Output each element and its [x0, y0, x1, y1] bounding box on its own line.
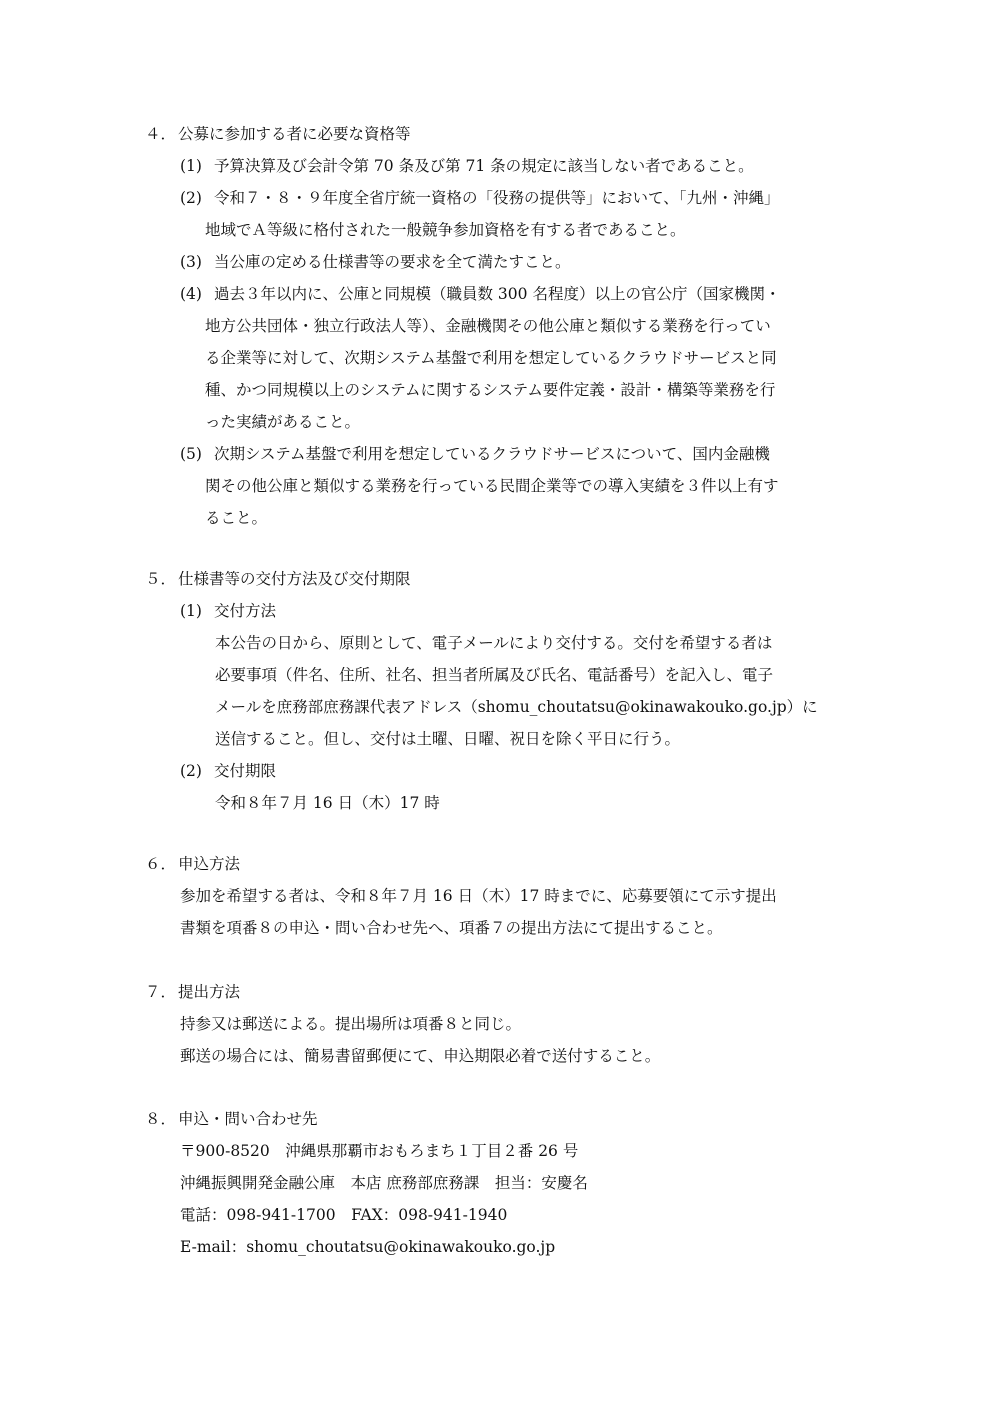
paragraph-line: 書類を項番８の申込・問い合わせ先へ、項番７の提出方法にて提出すること。 — [180, 919, 723, 937]
section-7 — [145, 976, 865, 1072]
contact-organization: 沖縄振興開発金融公庫 本店 庶務部庶務課 担当：安慶名 — [180, 1174, 588, 1192]
contact-address: 〒900-8520 沖縄県那覇市おもろまち１丁目２番 26 号 — [180, 1142, 579, 1160]
section-title: 公募に参加する者に必要な資格等 — [178, 125, 411, 143]
item-text: 本公告の日から、原則として、電子メールにより交付する。交付を希望する者は — [215, 634, 773, 652]
item-text: った実績があること。 — [205, 413, 361, 431]
item-number: (3) — [180, 253, 202, 271]
section-6 — [145, 848, 865, 944]
paragraph-line: 参加を希望する者は、令和８年７月 16 日（木）17 時までに、応募要領にて示す提出 — [180, 887, 777, 905]
item-text: 予算決算及び会計令第 70 条及び第 71 条の規定に該当しない者であること。 — [214, 157, 754, 175]
item-number: (1) — [180, 602, 202, 620]
list-item — [145, 595, 865, 627]
contact-email: E-mail：shomu_choutatsu@okinawakouko.go.jp — [180, 1238, 556, 1256]
section-title: 提出方法 — [178, 983, 241, 1001]
item-number: (2) — [180, 189, 202, 207]
item-text: ること。 — [205, 509, 268, 527]
item-label: 交付期限 — [214, 762, 277, 780]
section-number: ６． — [145, 855, 177, 873]
item-text: 送信すること。但し、交付は土曜、日曜、祝日を除く平日に行う。 — [215, 730, 681, 748]
item-text: 関その他公庫と類似する業務を行っている民間企業等での導入実績を３件以上有す — [205, 477, 779, 495]
paragraph-line: 持参又は郵送による。提出場所は項番８と同じ。 — [180, 1015, 522, 1033]
section-heading — [145, 848, 865, 880]
item-number: (1) — [180, 157, 202, 175]
item-text: 過去３年以内に、公庫と同規模（職員数 300 名程度）以上の官公庁（国家機関・ — [214, 285, 781, 303]
section-number: ７． — [145, 983, 177, 1001]
list-item — [145, 182, 865, 214]
section-title: 仕様書等の交付方法及び交付期限 — [178, 570, 411, 588]
item-text: 令和８年７月 16 日（木）17 時 — [215, 794, 440, 812]
section-number: ８． — [145, 1110, 177, 1128]
section-heading — [145, 976, 865, 1008]
list-item — [145, 150, 865, 182]
item-label: 交付方法 — [214, 602, 277, 620]
item-text: 種、かつ同規模以上のシステムに関するシステム要件定義・設計・構築等業務を行 — [205, 381, 776, 399]
item-text: メールを庶務部庶務課代表アドレス（shomu_choutatsu@okinawakouko.go.jp）に — [215, 698, 818, 716]
item-text: 地方公共団体・独立行政法人等）、金融機関その他公庫と類似する業務を行ってい — [205, 317, 771, 335]
section-5 — [145, 563, 865, 819]
item-number: (2) — [180, 762, 202, 780]
item-text: 必要事項（件名、住所、社名、担当者所属及び氏名、電話番号）を記入し、電子 — [215, 666, 774, 684]
section-number: ４． — [145, 125, 177, 143]
paragraph-line: 郵送の場合には、簡易書留郵便にて、申込期限必着で送付すること。 — [180, 1047, 661, 1065]
item-text: 令和７・８・９年度全省庁統一資格の「役務の提供等」において、「九州・沖縄」 — [214, 189, 780, 207]
section-heading — [145, 563, 865, 595]
contact-phone-fax: 電話：098-941-1700 FAX：098-941-1940 — [180, 1206, 508, 1224]
section-title: 申込方法 — [178, 855, 241, 873]
section-heading — [145, 118, 865, 150]
item-text: 当公庫の定める仕様書等の要求を全て満たすこと。 — [214, 253, 571, 271]
section-title: 申込・問い合わせ先 — [178, 1110, 318, 1128]
section-8 — [145, 1103, 865, 1263]
item-text: 地域でＡ等級に格付された一般競争参加資格を有する者であること。 — [205, 221, 686, 239]
item-number: (5) — [180, 445, 202, 463]
item-text: 次期システム基盤で利用を想定しているクラウドサービスについて、国内金融機 — [214, 445, 770, 463]
list-item — [145, 246, 865, 278]
list-item — [145, 278, 865, 310]
list-item — [145, 755, 865, 787]
section-number: ５． — [145, 570, 177, 588]
list-item — [145, 438, 865, 470]
item-number: (4) — [180, 285, 202, 303]
item-text: る企業等に対して、次期システム基盤で利用を想定しているクラウドサービスと同 — [205, 349, 777, 367]
section-4 — [145, 118, 865, 534]
section-heading — [145, 1103, 865, 1135]
